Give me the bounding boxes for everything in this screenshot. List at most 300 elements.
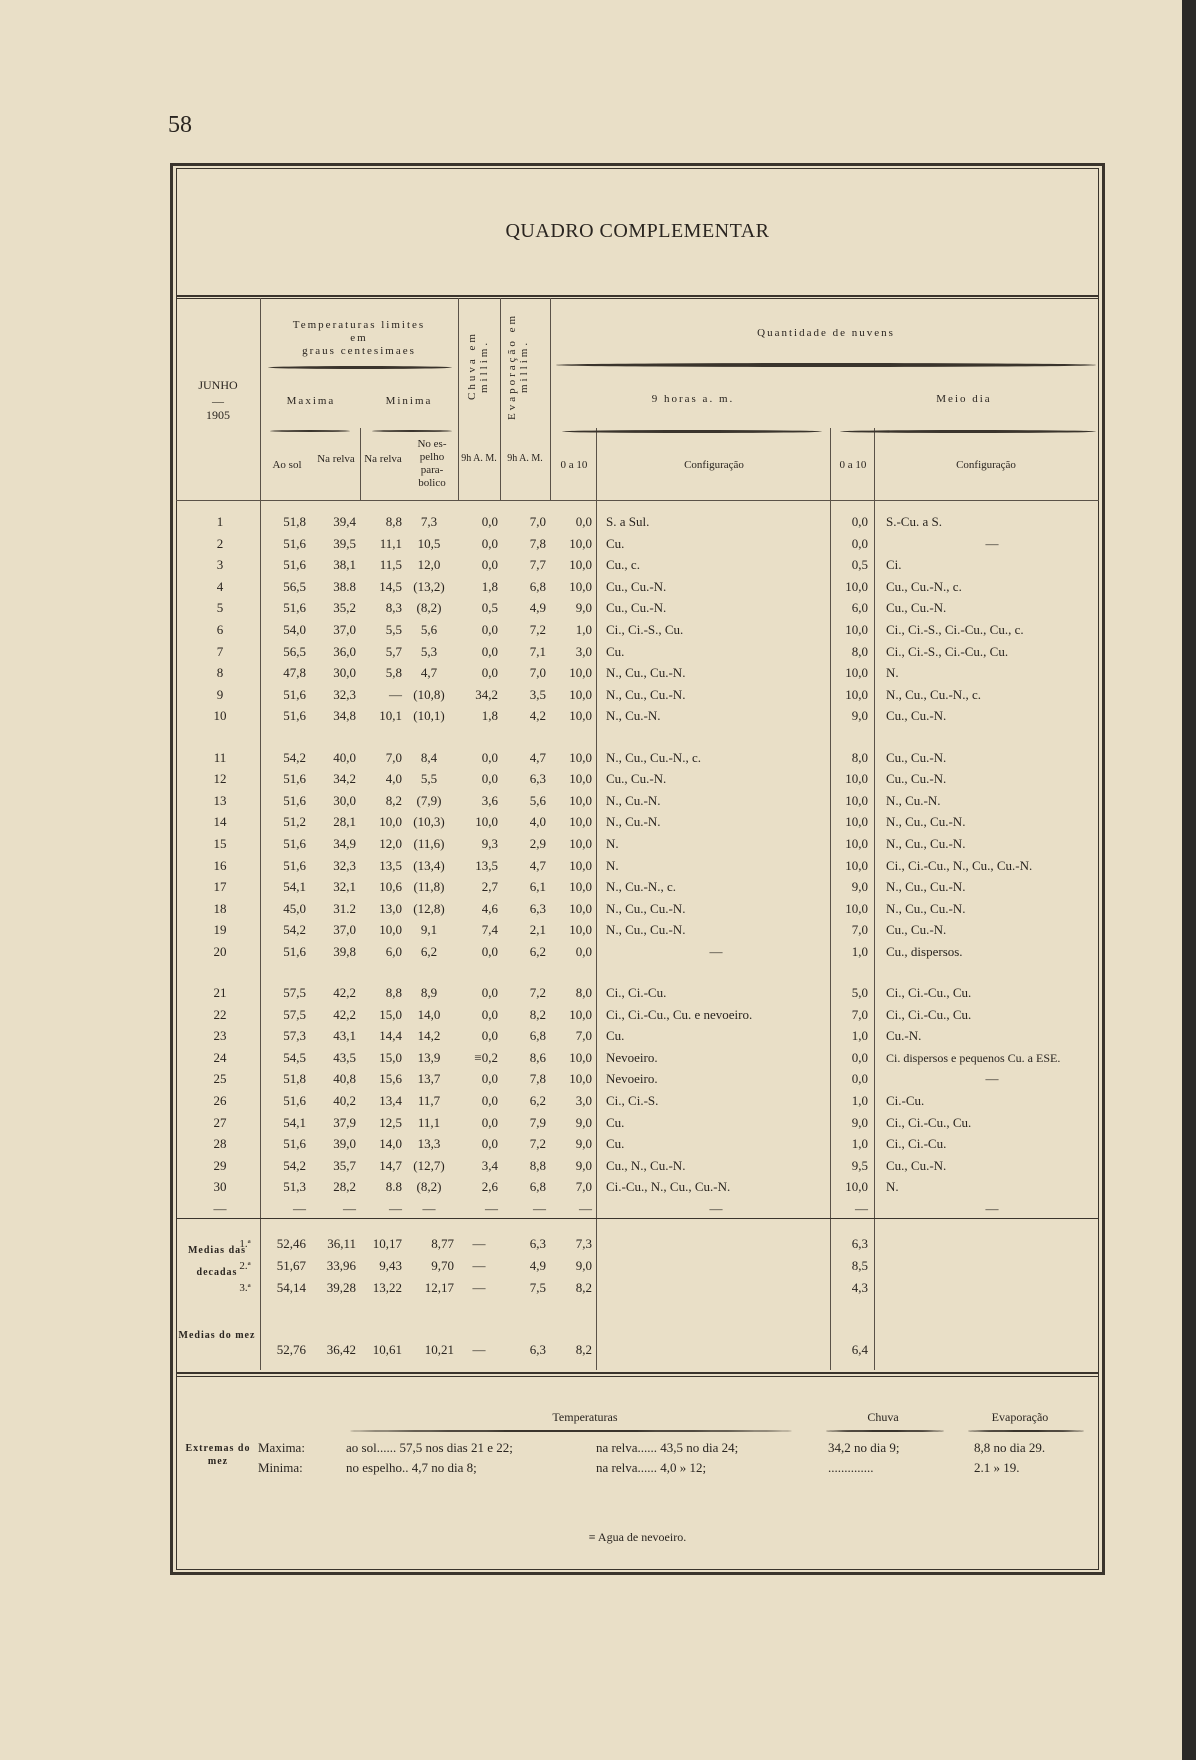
ext-temperaturas-header: Temperaturas — [552, 1410, 618, 1424]
table-cell: 38,1 — [333, 557, 356, 573]
table-cell: 5,5 — [385, 622, 402, 637]
row-day: 7 — [216, 643, 224, 659]
table-cell: 6,8 — [529, 1028, 546, 1044]
table-cell: Cu., N., Cu.-N. — [606, 1157, 686, 1173]
table-cell: Cu., dispersos. — [886, 943, 963, 959]
row-day: 1 — [216, 514, 224, 529]
table-cell: 3,4 — [481, 1157, 498, 1173]
chuva-header: Chuva em millim. — [466, 331, 490, 401]
medias-cell: 7,3 — [575, 1236, 592, 1251]
table-cell: 39,4 — [333, 514, 356, 529]
table-cell: 10,0 — [845, 771, 868, 787]
table-cell: N. — [886, 665, 899, 681]
table-cell: 13,3 — [417, 1136, 441, 1152]
table-cell: Ci., Ci.-Cu., Cu. — [886, 1006, 972, 1022]
table-cell: 0,5 — [851, 557, 868, 573]
medias-mez-label: Medias do mez — [178, 1330, 256, 1341]
row-day: 11 — [213, 749, 227, 765]
ext-max-chuva: 34,2 no dia 9; — [828, 1440, 900, 1455]
medias-cell: 52,46 — [276, 1236, 306, 1251]
table-cell: 10,0 — [569, 922, 592, 938]
table-cell: N. — [886, 1179, 899, 1195]
row-day: 22 — [213, 1006, 227, 1022]
table-cell: 37,0 — [333, 922, 356, 938]
table-cell: 9,5 — [851, 1157, 868, 1173]
table-cell: 4,7 — [420, 665, 438, 681]
col-na-relva-min: Na relva — [364, 453, 402, 465]
table-cell: 4,7 — [529, 749, 546, 765]
row-day: 25 — [213, 1071, 227, 1087]
table-cell: (13,4) — [413, 857, 445, 873]
row-day: 24 — [213, 1049, 227, 1065]
table-cell: 51,3 — [283, 1179, 306, 1195]
table-cell: — — [985, 1201, 999, 1216]
table-cell: — — [709, 1201, 723, 1216]
table-cell: 37,9 — [333, 1114, 356, 1130]
table-cell: 0,0 — [481, 1071, 498, 1087]
table-cell: N., Cu.-N. — [886, 792, 941, 808]
table-cell: 8,8 — [529, 1157, 546, 1173]
table-cell: Cu., Cu.-N. — [606, 771, 667, 787]
table-cell: Cu. — [606, 643, 625, 659]
row-day: 10 — [213, 708, 227, 724]
table-cell: (13,2) — [413, 578, 445, 594]
table-cell: 2,9 — [529, 835, 546, 851]
table-cell: Cu., Cu.-N. — [886, 771, 947, 787]
table-cell: 9,0 — [575, 600, 592, 616]
medias-cell: 4,3 — [851, 1280, 868, 1295]
table-cell: 32,3 — [333, 686, 356, 702]
table-cell: 0,0 — [851, 1049, 868, 1065]
decada-label: 1.ª — [239, 1238, 251, 1250]
ext-minima-label: Minima: — [258, 1460, 303, 1475]
table-cell: 0,0 — [575, 514, 592, 529]
row-day: 6 — [216, 622, 224, 637]
table-cell: 57,3 — [283, 1028, 306, 1044]
table-cell: 9,0 — [575, 1136, 592, 1152]
medias-mez-cell: 6,3 — [529, 1342, 546, 1357]
medias-cell: 51,67 — [276, 1258, 306, 1273]
table-cell: 54,0 — [283, 622, 306, 637]
table-cell: 30,0 — [333, 665, 356, 681]
table-cell: 13,9 — [417, 1049, 441, 1065]
table-cell: 0,0 — [481, 557, 498, 573]
table-cell: 57,5 — [283, 985, 306, 1000]
table-cell: 8,2 — [385, 792, 402, 808]
title-rule — [176, 295, 1099, 297]
table-cell: 6,2 — [529, 943, 546, 959]
header-swash — [270, 430, 350, 432]
table-cell: 47,8 — [283, 665, 306, 681]
table-cell: — — [293, 1201, 306, 1216]
ext-swash — [968, 1430, 1084, 1432]
table-cell: 51,6 — [283, 600, 306, 616]
medias-cell: 6,3 — [529, 1236, 546, 1251]
row-day: 19 — [213, 922, 227, 938]
row-day: 28 — [213, 1136, 227, 1152]
ext-max-evap: 8,8 no dia 29. — [974, 1440, 1046, 1455]
vrule — [458, 298, 459, 500]
table-cell: S.-Cu. a S. — [886, 514, 942, 529]
table-cell: 7,8 — [529, 535, 546, 551]
table-cell: 51,2 — [283, 814, 306, 830]
table-cell: N., Cu., Cu.-N., c. — [886, 686, 981, 702]
col-9h-chuva: 9h A. M. — [461, 453, 497, 464]
table-cell: 9,0 — [575, 1157, 592, 1173]
table-cell: 43,5 — [333, 1049, 356, 1065]
table-cell: 7,0 — [851, 922, 868, 938]
table-cell: 8,0 — [575, 985, 592, 1000]
vrule — [260, 298, 261, 500]
table-cell: 6,3 — [529, 900, 546, 916]
table-cell: 51,6 — [283, 857, 306, 873]
nuvens-header: Quantidade de nuvens — [757, 327, 895, 339]
table-cell: 7,8 — [529, 1071, 546, 1087]
table-cell: N., Cu.-N. — [606, 708, 661, 724]
table-cell: 0,0 — [481, 1028, 498, 1044]
table-cell: 7,0 — [575, 1028, 592, 1044]
table-cell: 10,0 — [845, 792, 868, 808]
medias-cell: 8,2 — [575, 1280, 592, 1295]
table-cell: Cu., Cu.-N. — [886, 600, 947, 616]
table-cell: 14,5 — [379, 578, 402, 594]
header-swash — [268, 366, 452, 369]
row-day: 5 — [216, 600, 224, 616]
table-cell: 6,3 — [529, 771, 546, 787]
table-cell: — — [579, 1201, 592, 1216]
row-day: 21 — [213, 985, 227, 1000]
table-cell: 10,0 — [845, 578, 868, 594]
table-cell: (11,8) — [413, 879, 445, 895]
table-cell: 28,1 — [333, 814, 356, 830]
table-cell: Ci.-Cu. — [886, 1093, 925, 1108]
table-cell: Cu. — [606, 1136, 625, 1152]
table-cell: 4,0 — [385, 771, 402, 787]
table-cell: 3,6 — [481, 792, 498, 808]
table-cell: 0,0 — [481, 1136, 498, 1152]
table-cell: Ci. dispersos e pequenos Cu. a ESE. — [886, 1050, 1061, 1065]
row-day: 26 — [213, 1093, 227, 1108]
table-cell: 9,0 — [851, 879, 868, 895]
medias-cell: 12,17 — [424, 1280, 454, 1295]
ext-swash — [350, 1430, 792, 1432]
table-cell: 32,1 — [333, 879, 356, 895]
month-label: JUNHO — [198, 378, 238, 392]
table-cell: 0,5 — [481, 600, 498, 616]
table-cell: 43,1 — [333, 1028, 356, 1044]
ext-chuva-header: Chuva — [867, 1410, 899, 1424]
table-cell: 5,0 — [851, 985, 868, 1000]
table-cell: 4,2 — [529, 708, 546, 724]
table-cell: 0,0 — [851, 514, 868, 529]
table-cell: 4,7 — [529, 857, 546, 873]
temp-group-line2: em — [350, 332, 368, 344]
table-cell: 5,8 — [385, 665, 402, 681]
row-day: 3 — [216, 557, 224, 573]
col-no-espelho: No es- pelho para- bolico — [417, 438, 447, 489]
table-cell: Cu., Cu.-N. — [886, 922, 947, 938]
vrule — [550, 298, 551, 500]
table-cell: 9,1 — [420, 922, 438, 938]
table-cell: 5,5 — [420, 771, 438, 787]
table-cell: 57,5 — [283, 1006, 306, 1022]
temp-group-line3: graus centesimaes — [302, 345, 416, 357]
table-cell: Ci., Ci.-Cu., N., Cu., Cu.-N. — [886, 857, 1033, 873]
table-cell: 4,6 — [481, 900, 498, 916]
table-cell: N. — [606, 835, 619, 851]
table-cell: 10,0 — [845, 1179, 868, 1195]
table-cell: 51,6 — [283, 1136, 306, 1152]
table-cell: 10,0 — [569, 708, 592, 724]
table-cell: N., Cu., Cu.-N. — [886, 814, 966, 830]
table-cell: 14,7 — [379, 1157, 402, 1173]
table-cell: Cu.-N. — [886, 1028, 922, 1044]
table-cell: 7,2 — [529, 985, 546, 1000]
table-cell: 10,0 — [569, 1006, 592, 1022]
table-cell: Ci.-Cu., N., Cu., Cu.-N. — [606, 1179, 731, 1195]
table-cell: (11,6) — [413, 835, 445, 851]
table-cell: 4,0 — [529, 814, 546, 830]
table-cell: 3,5 — [529, 686, 546, 702]
table-cell: 0,0 — [481, 1093, 498, 1108]
table-cell: 0,0 — [851, 1071, 868, 1087]
table-cell: 42,2 — [333, 985, 356, 1000]
table-cell: 4,9 — [529, 600, 546, 616]
table-cell: 39,8 — [333, 943, 356, 959]
table-cell: 51,6 — [283, 535, 306, 551]
ext-maxima-label: Maxima: — [258, 1440, 305, 1455]
col-9h-evap: 9h A. M. — [507, 453, 543, 464]
table-cell: 10,0 — [379, 814, 402, 830]
ext-evaporacao-header: Evaporação — [991, 1410, 1049, 1424]
year-label: 1905 — [206, 408, 230, 422]
table-cell: 2,1 — [529, 922, 546, 938]
vrule — [874, 428, 875, 500]
table-cell: 34,9 — [333, 835, 356, 851]
table-cell: 6,8 — [529, 1179, 546, 1195]
table-cell: 6,0 — [385, 943, 402, 959]
table-cell: 10,0 — [569, 1071, 592, 1087]
table-cell: 14,2 — [417, 1028, 441, 1044]
table-cell: 10,0 — [569, 792, 592, 808]
row-day: 13 — [213, 792, 227, 808]
decada-label: 3.ª — [239, 1282, 251, 1294]
table-cell: 51,6 — [283, 686, 306, 702]
table-cell: 13,0 — [379, 900, 402, 916]
table-cell: 10,0 — [845, 835, 868, 851]
header-bottom-rule — [176, 500, 1099, 501]
medias-cell: — — [472, 1236, 486, 1251]
table-cell: 42,2 — [333, 1006, 356, 1022]
table-cell: Cu., Cu.-N. — [606, 600, 667, 616]
table-cell: 10,0 — [569, 814, 592, 830]
table-cell: 8,0 — [851, 643, 868, 659]
table-cell: 6,2 — [529, 1093, 546, 1108]
table-cell: 7,3 — [420, 514, 438, 529]
table-cell: 6,8 — [529, 578, 546, 594]
row-day: 16 — [213, 857, 227, 873]
table-cell: N., Cu., Cu.-N. — [606, 900, 686, 916]
table-cell: 35,2 — [333, 600, 356, 616]
vrule — [596, 500, 597, 1370]
table-cell: — — [985, 535, 999, 551]
table-cell: 10,5 — [417, 535, 441, 551]
table-cell: 10,0 — [845, 622, 868, 637]
ext-swash — [826, 1430, 944, 1432]
medias-decadas-label: Medias das decadas — [187, 1245, 247, 1278]
vrule — [500, 298, 501, 500]
table-cell: 8,3 — [385, 600, 402, 616]
table-cell: 7,2 — [529, 622, 546, 637]
table-cell: 7,7 — [529, 557, 546, 573]
table-cell: 51,6 — [283, 557, 306, 573]
table-cell: Nevoeiro. — [606, 1071, 658, 1087]
month-dash: — — [212, 394, 224, 408]
footnote: ≡ Agua de nevoeiro. — [588, 1530, 687, 1544]
table-cell: ≡0,2 — [474, 1049, 498, 1065]
table-cell: 40,8 — [333, 1071, 356, 1087]
table-cell: 11,7 — [417, 1093, 441, 1108]
table-cell: 36,0 — [333, 643, 356, 659]
table-cell: 3,0 — [575, 643, 592, 659]
temp-group-line1: Temperaturas limites — [292, 319, 426, 331]
table-cell: 1,0 — [851, 943, 868, 959]
table-cell: 6,2 — [420, 943, 438, 959]
medias-cell: 9,43 — [379, 1258, 402, 1273]
medias-mez-cell: — — [472, 1342, 486, 1357]
table-cell: 10,0 — [569, 1049, 592, 1065]
table-cell: — — [343, 1201, 356, 1216]
table-cell: Ci., Ci.-Cu. — [606, 985, 667, 1000]
table-cell: — — [709, 943, 723, 959]
table-cell: 10,6 — [379, 879, 402, 895]
header-swash — [840, 430, 1096, 433]
table-cell: 1,0 — [575, 622, 592, 637]
table-cell: 0,0 — [481, 943, 498, 959]
table-cell: 0,0 — [481, 985, 498, 1000]
vrule — [596, 428, 597, 500]
medias-cell: — — [472, 1258, 486, 1273]
table-cell: Cu. — [606, 1028, 625, 1044]
medias-cell: 33,96 — [326, 1258, 356, 1273]
col-0a10-am: 0 a 10 — [560, 459, 588, 471]
table-cell: 40,0 — [333, 749, 356, 765]
table-cell: N., Cu., Cu.-N. — [606, 686, 686, 702]
table-cell: S. a Sul. — [606, 514, 650, 529]
table-cell: 9,0 — [851, 1114, 868, 1130]
row-day: — — [213, 1201, 227, 1216]
table-cell: N., Cu., Cu.-N. — [886, 900, 966, 916]
medias-mez-cell: 52,76 — [276, 1342, 306, 1357]
table-cell: 1,8 — [481, 708, 498, 724]
table-cell: 1,0 — [851, 1093, 868, 1108]
minima-header: Minima — [385, 395, 433, 407]
table-cell: 40,2 — [333, 1093, 356, 1108]
medias-cell: 6,3 — [851, 1236, 868, 1251]
row-day: 27 — [213, 1114, 227, 1130]
table-cell: 7,4 — [481, 922, 498, 938]
col-config-am: Configuração — [684, 459, 744, 471]
table-cell: 13,5 — [379, 857, 402, 873]
table-cell: (7,9) — [416, 792, 442, 808]
table-cell: 10,0 — [569, 749, 592, 765]
table-cell: 10,0 — [569, 557, 592, 573]
table-cell: 28,2 — [333, 1179, 356, 1195]
row-day: 8 — [216, 665, 224, 681]
table-cell: Cu., c. — [606, 557, 640, 573]
ext-min-chuva: .............. — [828, 1460, 874, 1475]
table-cell: 34,2 — [333, 771, 356, 787]
table-cell: 34,8 — [333, 708, 356, 724]
medias-cell: 7,5 — [529, 1280, 546, 1295]
row-day: 15 — [213, 835, 227, 851]
table-cell: 11,1 — [379, 535, 402, 551]
table-cell: 10,0 — [569, 686, 592, 702]
medias-cell: — — [472, 1280, 486, 1295]
table-cell: 8,8 — [385, 985, 402, 1000]
medias-cell: 8,77 — [431, 1236, 454, 1251]
table-cell: 8,9 — [420, 985, 438, 1000]
medias-cell: 8,5 — [851, 1258, 868, 1273]
table-cell: N., Cu., Cu.-N., c. — [606, 749, 701, 765]
table-cell: 8,2 — [529, 1006, 546, 1022]
col-0a10-noon: 0 a 10 — [839, 459, 867, 471]
medias-mez-cell: 6,4 — [851, 1342, 868, 1357]
table-cell: 0,0 — [481, 665, 498, 681]
row-day: 4 — [216, 578, 224, 594]
table-cell: 1,8 — [481, 578, 498, 594]
table-cell: 14,0 — [379, 1136, 402, 1152]
table-cell: 51,6 — [283, 835, 306, 851]
table-cell: (10,8) — [413, 686, 445, 702]
table-cell: 45,0 — [283, 900, 306, 916]
col-na-relva-max: Na relva — [317, 453, 355, 465]
medias-rule — [176, 1218, 1099, 1219]
header-swash — [562, 430, 822, 433]
nove-horas-header: 9 horas a. m. — [651, 393, 735, 405]
medias-cell: 9,70 — [431, 1258, 454, 1273]
table-cell: N. — [606, 857, 619, 873]
col-config-noon: Configuração — [956, 459, 1016, 471]
table-cell: — — [533, 1201, 546, 1216]
table-cell: Nevoeiro. — [606, 1049, 658, 1065]
table-cell: Cu. — [606, 1114, 625, 1130]
page-edge — [1182, 0, 1196, 1760]
table-cell: 54,1 — [283, 879, 306, 895]
medias-cell: 4,9 — [529, 1258, 546, 1273]
page-number: 58 — [168, 112, 192, 138]
table-cell: 30,0 — [333, 792, 356, 808]
table-cell: 35,7 — [333, 1157, 356, 1173]
table-cell: (12,7) — [413, 1157, 445, 1173]
table-cell: 10,0 — [569, 879, 592, 895]
evaporacao-header: Evaporação em millim. — [506, 312, 530, 420]
table-cell: 15,0 — [379, 1049, 402, 1065]
table-cell: (8,2) — [416, 1179, 442, 1195]
row-day: 14 — [213, 814, 227, 830]
table-cell: 15,0 — [379, 1006, 402, 1022]
table-cell: 13,7 — [417, 1071, 441, 1087]
table-cell: N., Cu., Cu.-N. — [606, 665, 686, 681]
table-cell: — — [485, 1201, 498, 1216]
table-cell: 10,0 — [569, 835, 592, 851]
table-cell: 0,0 — [481, 1114, 498, 1130]
row-day: 20 — [213, 943, 227, 959]
table-cell: 11,5 — [379, 557, 402, 573]
table-cell: — — [422, 1201, 436, 1216]
table-cell: 10,0 — [845, 857, 868, 873]
table-cell: Ci., Ci.-S., Ci.-Cu., Cu. — [886, 643, 1009, 659]
